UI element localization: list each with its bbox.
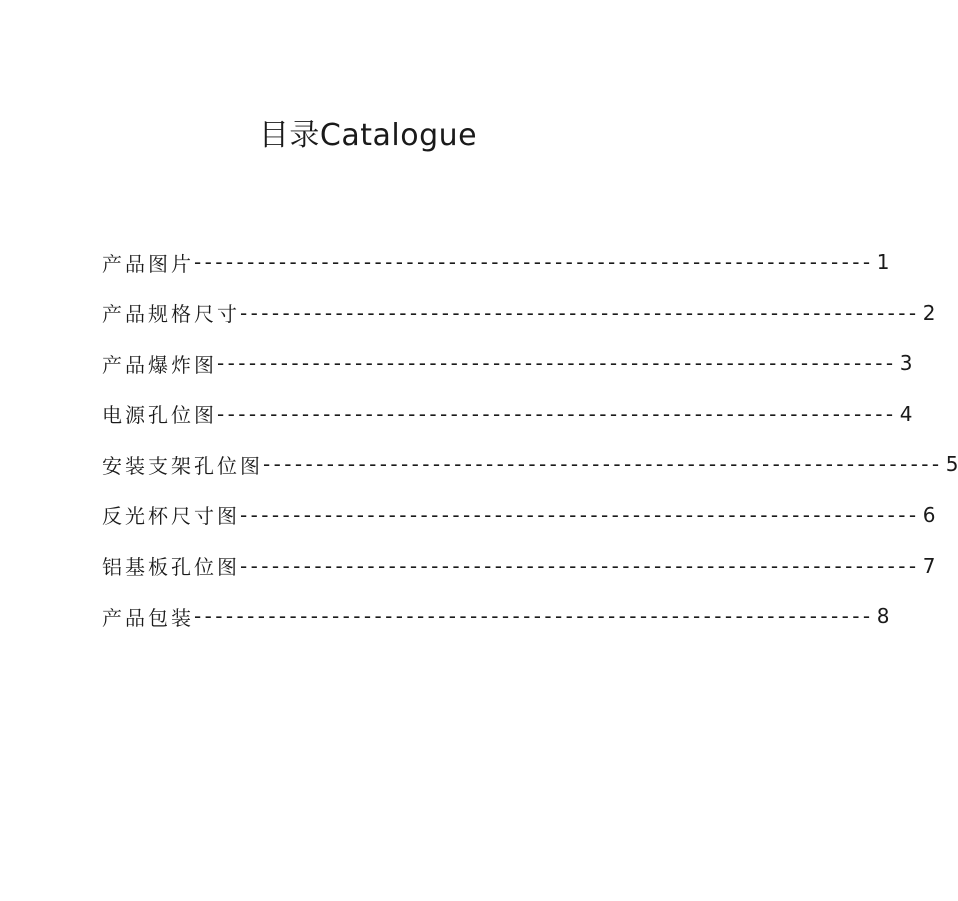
- toc-entry-label: 产品爆炸图: [102, 352, 217, 377]
- toc-entry-page-number: 5: [945, 452, 958, 477]
- toc-entry-page-number: 6: [922, 502, 936, 527]
- toc-dot-leader: ----------------------------------------------------------------: [240, 300, 920, 325]
- toc-entry-label: 产品规格尺寸: [102, 302, 240, 327]
- toc-entry-page-number: 3: [899, 351, 913, 376]
- toc-entry-label: 反光杯尺寸图: [102, 504, 240, 529]
- toc-dot-leader: ----------------------------------------------------------------: [240, 553, 920, 578]
- toc-entry-page-number: 1: [876, 250, 890, 274]
- toc-dot-leader: ----------------------------------------------------------------: [217, 401, 897, 426]
- toc-entry: [102, 397, 913, 431]
- toc-dot-leader: ----------------------------------------------------------------: [194, 250, 874, 274]
- toc-entry: [102, 447, 958, 481]
- toc-dot-leader: ----------------------------------------------------------------: [263, 452, 943, 477]
- toc-entry-label: 电源孔位图: [102, 403, 217, 428]
- toc-entry-page-number: 2: [922, 300, 936, 325]
- toc-entry-page-number: 8: [876, 604, 890, 629]
- toc-entry: [102, 549, 936, 583]
- page-title: 目录Catalogue: [258, 118, 478, 153]
- toc-entry-label: 产品图片: [102, 251, 194, 276]
- toc-entry-page-number: 4: [899, 401, 913, 426]
- toc-entry: [102, 346, 913, 380]
- toc-dot-leader: ----------------------------------------------------------------: [217, 351, 897, 376]
- toc-entry: [102, 599, 890, 633]
- toc-entry-label: 铝基板孔位图: [102, 555, 240, 580]
- toc-dot-leader: ----------------------------------------------------------------: [240, 502, 920, 527]
- toc-dot-leader: ----------------------------------------------------------------: [194, 604, 874, 629]
- toc-entry: [102, 498, 936, 532]
- toc-entry: [102, 245, 890, 279]
- toc-entry: [102, 296, 936, 330]
- toc-entry-page-number: 7: [922, 553, 936, 578]
- toc-entry-label: 安装支架孔位图: [102, 453, 263, 478]
- toc-entry-label: 产品包装: [102, 605, 194, 630]
- table-of-contents: [102, 245, 958, 650]
